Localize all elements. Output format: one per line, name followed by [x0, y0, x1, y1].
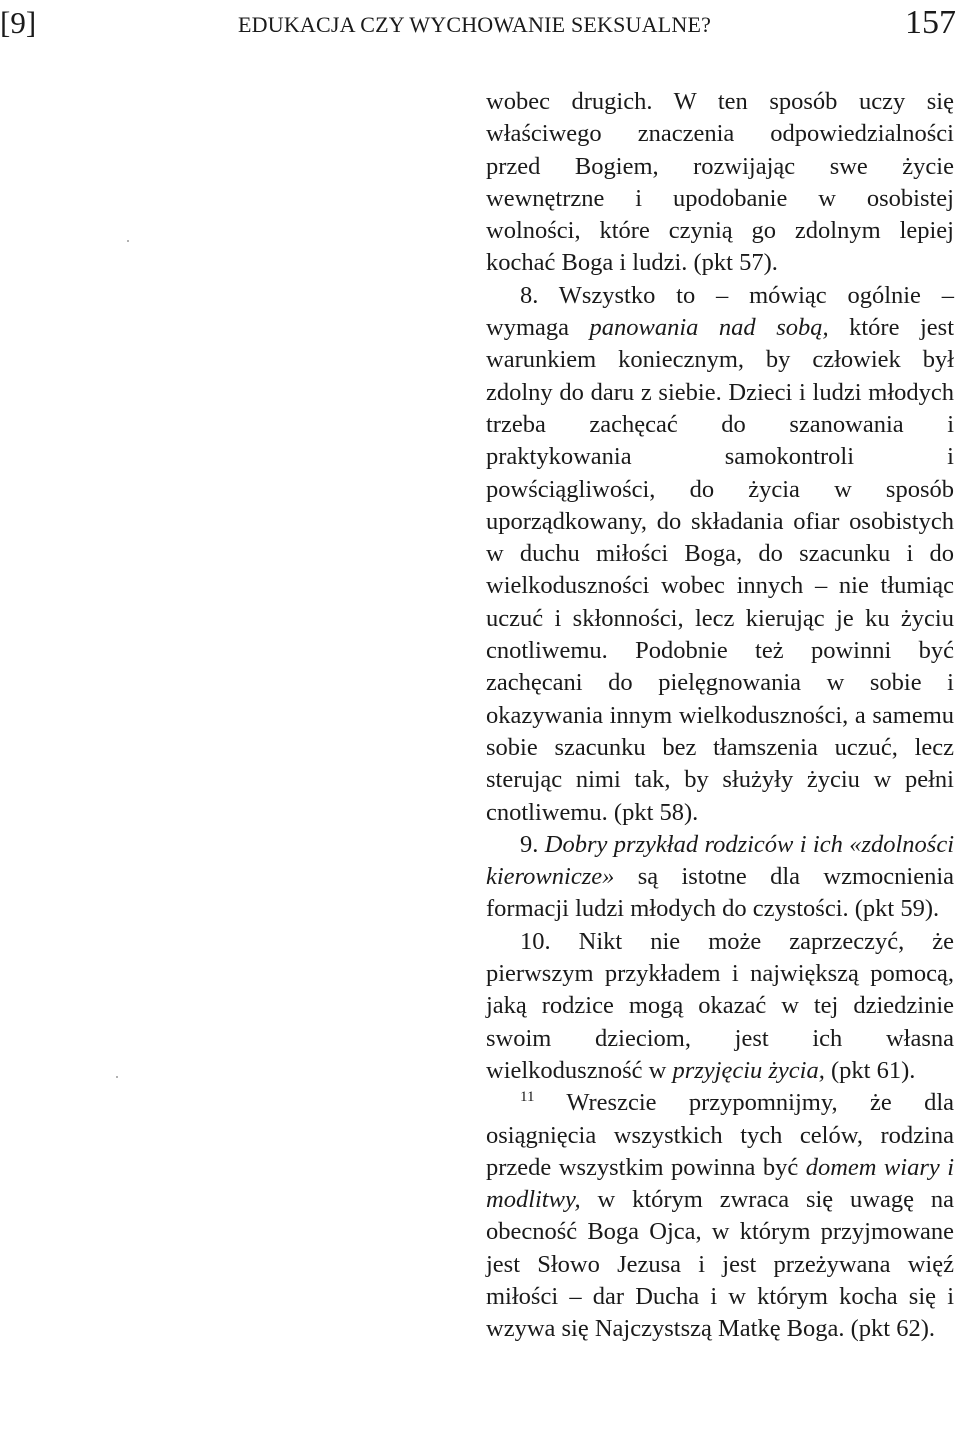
- paragraph-text: są istotne dla wzmocnienia formacji ludzi młodych do czystości. (pkt 59).: [486, 863, 954, 923]
- paragraph-text: wobec drugich. W ten sposób uczy się właściwego znaczenia odpowiedzialności przed Bogiem, rozwijając swe życie wewnętrzne i upodobanie w osobistej wolności, które czynią go zdolnym lepiej kochać Boga i ludzi. (pkt 57).: [486, 88, 954, 277]
- paragraph-number: 11: [520, 1089, 535, 1106]
- emphasis-text: domem wiary i modlitwy,: [486, 1153, 955, 1214]
- text-column: [486, 86, 954, 1346]
- paragraph-continuation: [486, 86, 954, 280]
- page-number: 157: [905, 4, 956, 41]
- header-title: EDUKACJA CZY WYCHOWANIE SEKSUALNE?: [238, 12, 712, 37]
- running-header: [0, 4, 960, 44]
- emphasis-text: Dobry przykład rodziców i ich «zdolności kierownicze»: [486, 830, 955, 891]
- paragraph-text: w którym zwraca się uwagę na obecność Boga Ojca, w którym przyjmowane jest Słowo Jezusa i jest przeżywana więź miłości – dar Ducha i w którym kocha się i wzywa się Najczystszą Matkę Boga. (pkt 62).: [486, 1186, 954, 1343]
- paragraph-10: [486, 926, 954, 1087]
- scan-speck: [127, 240, 129, 242]
- paragraph-text: (pkt 61).: [824, 1056, 916, 1084]
- paragraph-text: Wreszcie przypomnijmy, że dla osiągnięcia wszystkich tych celów, rodzina przede wszystkim powinna być: [486, 1089, 954, 1181]
- paragraph-text: które jest warunkiem koniecznym, by człowiek był zdolny do daru z siebie. Dzieci i ludzi młodych trzeba zachęcać do szanowania i praktykowania samokontroli i powściągliwości, do życia w sposób uporządkowany, do składania ofiar osobistych w duchu miłości Boga, do szacunku i do wielkoduszności wobec innych – nie tłumiąc uczuć i skłonności, lecz kierując je ku życiu cnotliwemu. Podobnie też powinni być zachęcani do pielęgnowania w sobie i okazywania innym wielkoduszności, a samemu sobie szacunku bez tłamszenia uczuć, lecz sterując nimi tak, by służyły życiu w pełni cnotliwemu. (pkt 58).: [486, 314, 954, 826]
- paragraph-8: [486, 280, 954, 829]
- emphasis-text: panowania nad sobą,: [589, 314, 829, 342]
- paragraph-lead: 8. Wszystko to – mówiąc ogólnie – wymaga: [486, 281, 954, 342]
- paragraph-lead: 9.: [520, 830, 545, 858]
- scan-speck: [116, 1076, 118, 1078]
- paragraph-text: 10. Nikt nie może zaprzeczyć, że pierwszym przykładem i największą pomocą, jaką rodzice mogą okazać w tej dziedzinie swoim dzieciom, jest ich własna wielkoduszność w: [486, 927, 954, 1084]
- page-label: [9]: [0, 5, 37, 40]
- paragraph-9: [486, 829, 954, 926]
- emphasis-text: przyjęciu życia,: [672, 1056, 825, 1084]
- paragraph-11: [486, 1087, 954, 1345]
